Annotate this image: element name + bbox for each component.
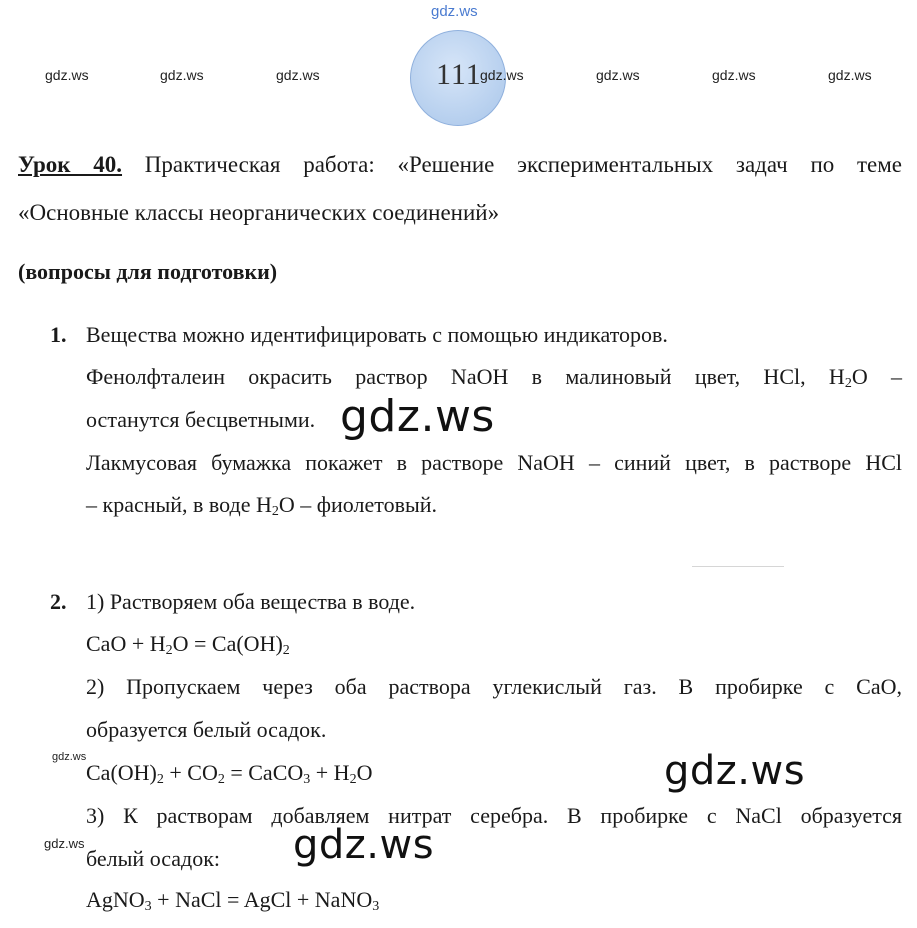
q2-step2-line1: 2) Пропускаем через оба раствора углекислый газ. В пробирке с CaO,	[86, 674, 902, 699]
watermark-small-left-1: gdz.ws	[52, 751, 87, 763]
watermark-header-3: gdz.ws	[276, 67, 320, 83]
q2-step3-line2: белый осадок:	[86, 846, 221, 871]
question-number-1: 1.	[50, 322, 67, 347]
watermark-header-4: gdz.ws	[480, 67, 524, 83]
q2-equation-1: CaO + $H_2O = Ca(OH)_2$	[86, 631, 290, 658]
watermark-large-3: gdz.ws	[293, 822, 435, 868]
section-subheading: (вопросы для подготовки)	[18, 259, 278, 284]
question-number-2: 2.	[50, 589, 67, 614]
divider-line	[692, 566, 784, 567]
q1-line4: Лакмусовая бумажка покажет в растворе NaOH – синий цвет, в растворе HCl	[86, 450, 902, 475]
q1-line5: – красный, в воде $H_2O$ – фиолетовый.	[86, 492, 438, 519]
watermark-top: gdz.ws	[431, 3, 478, 20]
q1-line1: Вещества можно идентифицировать с помощью индикаторов.	[86, 322, 668, 347]
watermark-header-5: gdz.ws	[596, 67, 640, 83]
title-line2: «Основные классы неорганических соединений»	[18, 200, 500, 225]
page-number: 111	[436, 58, 482, 91]
q1-line2: Фенолфталеин окрасить раствор NaOH в малиновый цвет, HCl, $H_2O$ –	[86, 364, 903, 391]
q1-line3: останутся бесцветными.	[86, 407, 316, 432]
watermark-header-7: gdz.ws	[828, 67, 872, 83]
lesson-number: Урок 40.	[18, 152, 123, 177]
watermark-large-2: gdz.ws	[664, 748, 806, 794]
watermark-large-1: gdz.ws	[340, 391, 495, 442]
q2-step2-line2: образуется белый осадок.	[86, 717, 327, 742]
watermark-small-left-2: gdz.ws	[44, 836, 85, 851]
q2-equation-3: AgNO$_3$ + NaCl = AgCl + NaNO$_3$	[86, 887, 380, 914]
watermark-header-1: gdz.ws	[45, 67, 89, 83]
watermark-header-2: gdz.ws	[160, 67, 204, 83]
q2-step1: 1) Растворяем оба вещества в воде.	[86, 589, 416, 614]
watermark-header-6: gdz.ws	[712, 67, 756, 83]
page-title	[18, 150, 902, 180]
title-line1: Практическая работа: «Решение экспериментальных задач по теме	[144, 152, 903, 177]
q2-step3-line1: 3) К растворам добавляем нитрат серебра. В пробирке с NaCl образуется	[86, 803, 902, 828]
q2-equation-2: $Ca(OH)_2 + CO_2$ = CaCO$_3$ + $H_2O$	[86, 760, 373, 787]
